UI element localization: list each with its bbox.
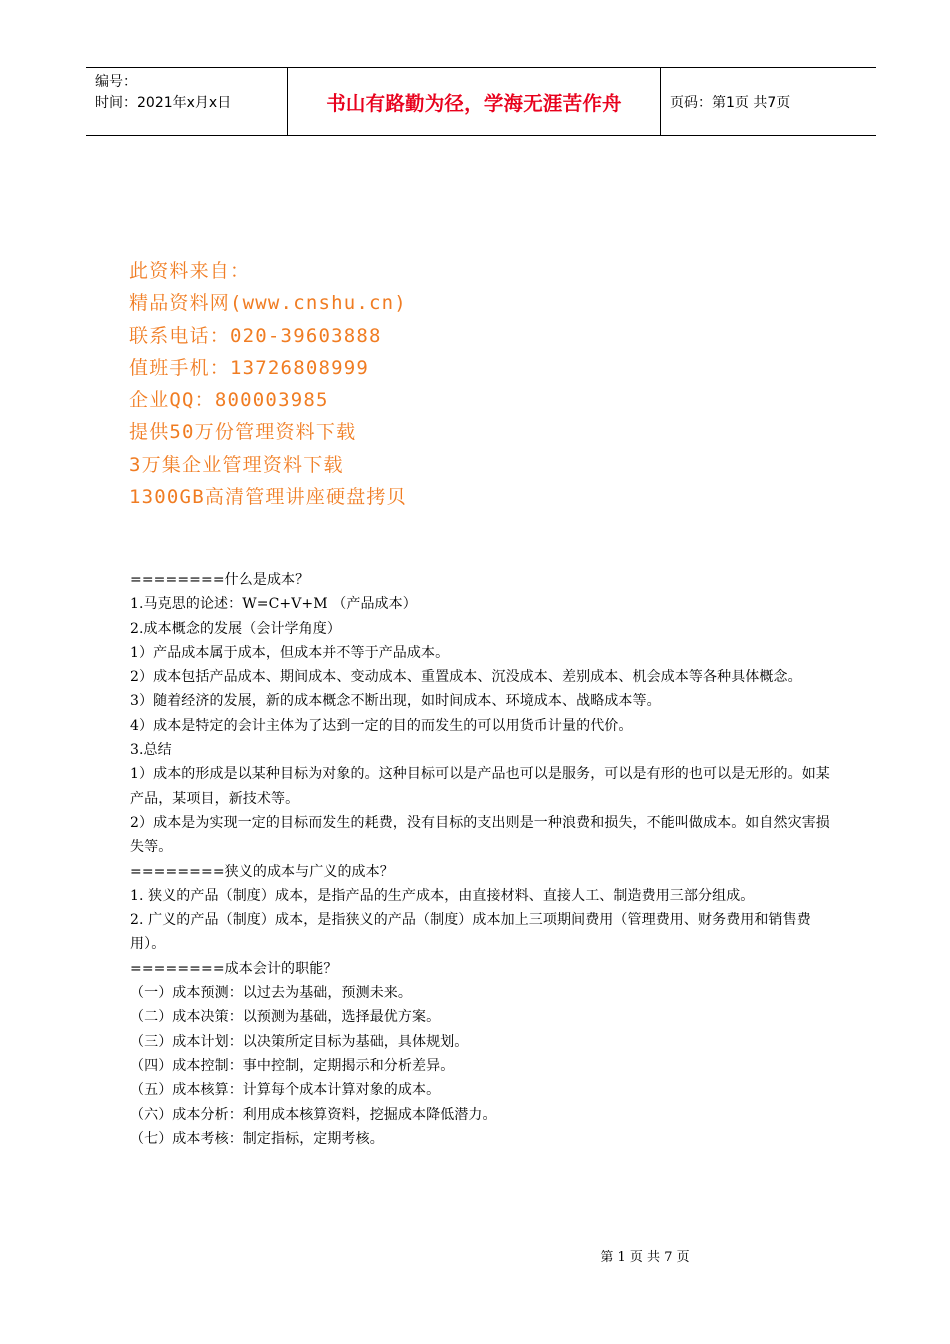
promo-line: 值班手机：13726808999 [129, 356, 370, 379]
promo-block [129, 255, 407, 513]
list-item: （三）成本计划：以决策所定目标为基础，具体规划。 [130, 1033, 469, 1050]
header-meta [86, 68, 288, 135]
section-heading: ========狭义的成本与广义的成本？ [130, 863, 394, 880]
paragraph: 3）随着经济的发展，新的成本概念不断出现，如时间成本、环境成本、战略成本等。 [130, 693, 661, 710]
serial-label: 编号： [95, 74, 137, 90]
page-footer [0, 1246, 950, 1265]
list-item: （六）成本分析：利用成本核算资料，挖掘成本降低潜力。 [130, 1106, 497, 1123]
document-body [130, 568, 840, 1151]
promo-line: 提供50万份管理资料下载 [129, 421, 357, 444]
paragraph: 1.马克思的论述：W=C+V+M （产品成本） [130, 596, 417, 613]
paragraph: 2）成本包括产品成本、期间成本、变动成本、重置成本、沉没成本、差别成本、机会成本等各种具体概念。 [130, 669, 802, 686]
paragraph: 2. 广义的产品（制度）成本，是指狭义的产品（制度）成本加上三项期间费用（管理费用、财务费用和销售费用）。 [130, 912, 811, 953]
list-item: （二）成本决策：以预测为基础，选择最优方案。 [130, 1009, 441, 1026]
header-page-number: 页码：第1页 共7页 [670, 94, 791, 111]
time-label: 时间：2021年x月x日 [95, 95, 232, 111]
list-item: （一）成本预测：以过去为基础，预测未来。 [130, 985, 412, 1002]
header-motto: 书山有路勤为径，学海无涯苦作舟 [288, 68, 661, 135]
promo-line: 精品资料网(www.cnshu.cn) [129, 292, 407, 315]
promo-line: 1300GB高清管理讲座硬盘拷贝 [129, 486, 407, 509]
paragraph: 3.总结 [130, 742, 172, 759]
paragraph: 2.成本概念的发展（会计学角度） [130, 620, 341, 637]
list-item: （五）成本核算：计算每个成本计算对象的成本。 [130, 1082, 441, 1099]
paragraph: 1. 狭义的产品（制度）成本，是指产品的生产成本，由直接材料、直接人工、制造费用三部分组成。 [130, 887, 755, 904]
promo-line: 此资料来自： [129, 260, 251, 282]
promo-line: 3万集企业管理资料下载 [129, 453, 344, 476]
paragraph: 2）成本是为实现一定的目标而发生的耗费，没有目标的支出则是一种浪费和损失，不能叫做成本。如自然灾害损失等。 [130, 814, 830, 856]
paragraph: 1）产品成本属于成本，但成本并不等于产品成本。 [130, 644, 450, 661]
paragraph: 4）成本是特定的会计主体为了达到一定的目的而发生的可以用货币计量的代价。 [130, 717, 633, 734]
list-item: （四）成本控制：事中控制，定期揭示和分析差异。 [130, 1057, 455, 1074]
section-heading: ========什么是成本？ [130, 572, 310, 588]
paragraph: 1）成本的形成是以某种目标为对象的。这种目标可以是产品也可以是服务，可以是有形的也可以是无形的。如某产品，某项目，新技术等。 [130, 766, 830, 807]
promo-line: 企业QQ：800003985 [129, 389, 329, 412]
footer-page-number: 第 1 页 共 7 页 [600, 1250, 690, 1265]
section-heading: ========成本会计的职能？ [130, 960, 338, 977]
page-header [86, 67, 876, 136]
list-item: （七）成本考核：制定指标，定期考核。 [130, 1130, 384, 1147]
promo-line: 联系电话：020-39603888 [129, 324, 382, 347]
